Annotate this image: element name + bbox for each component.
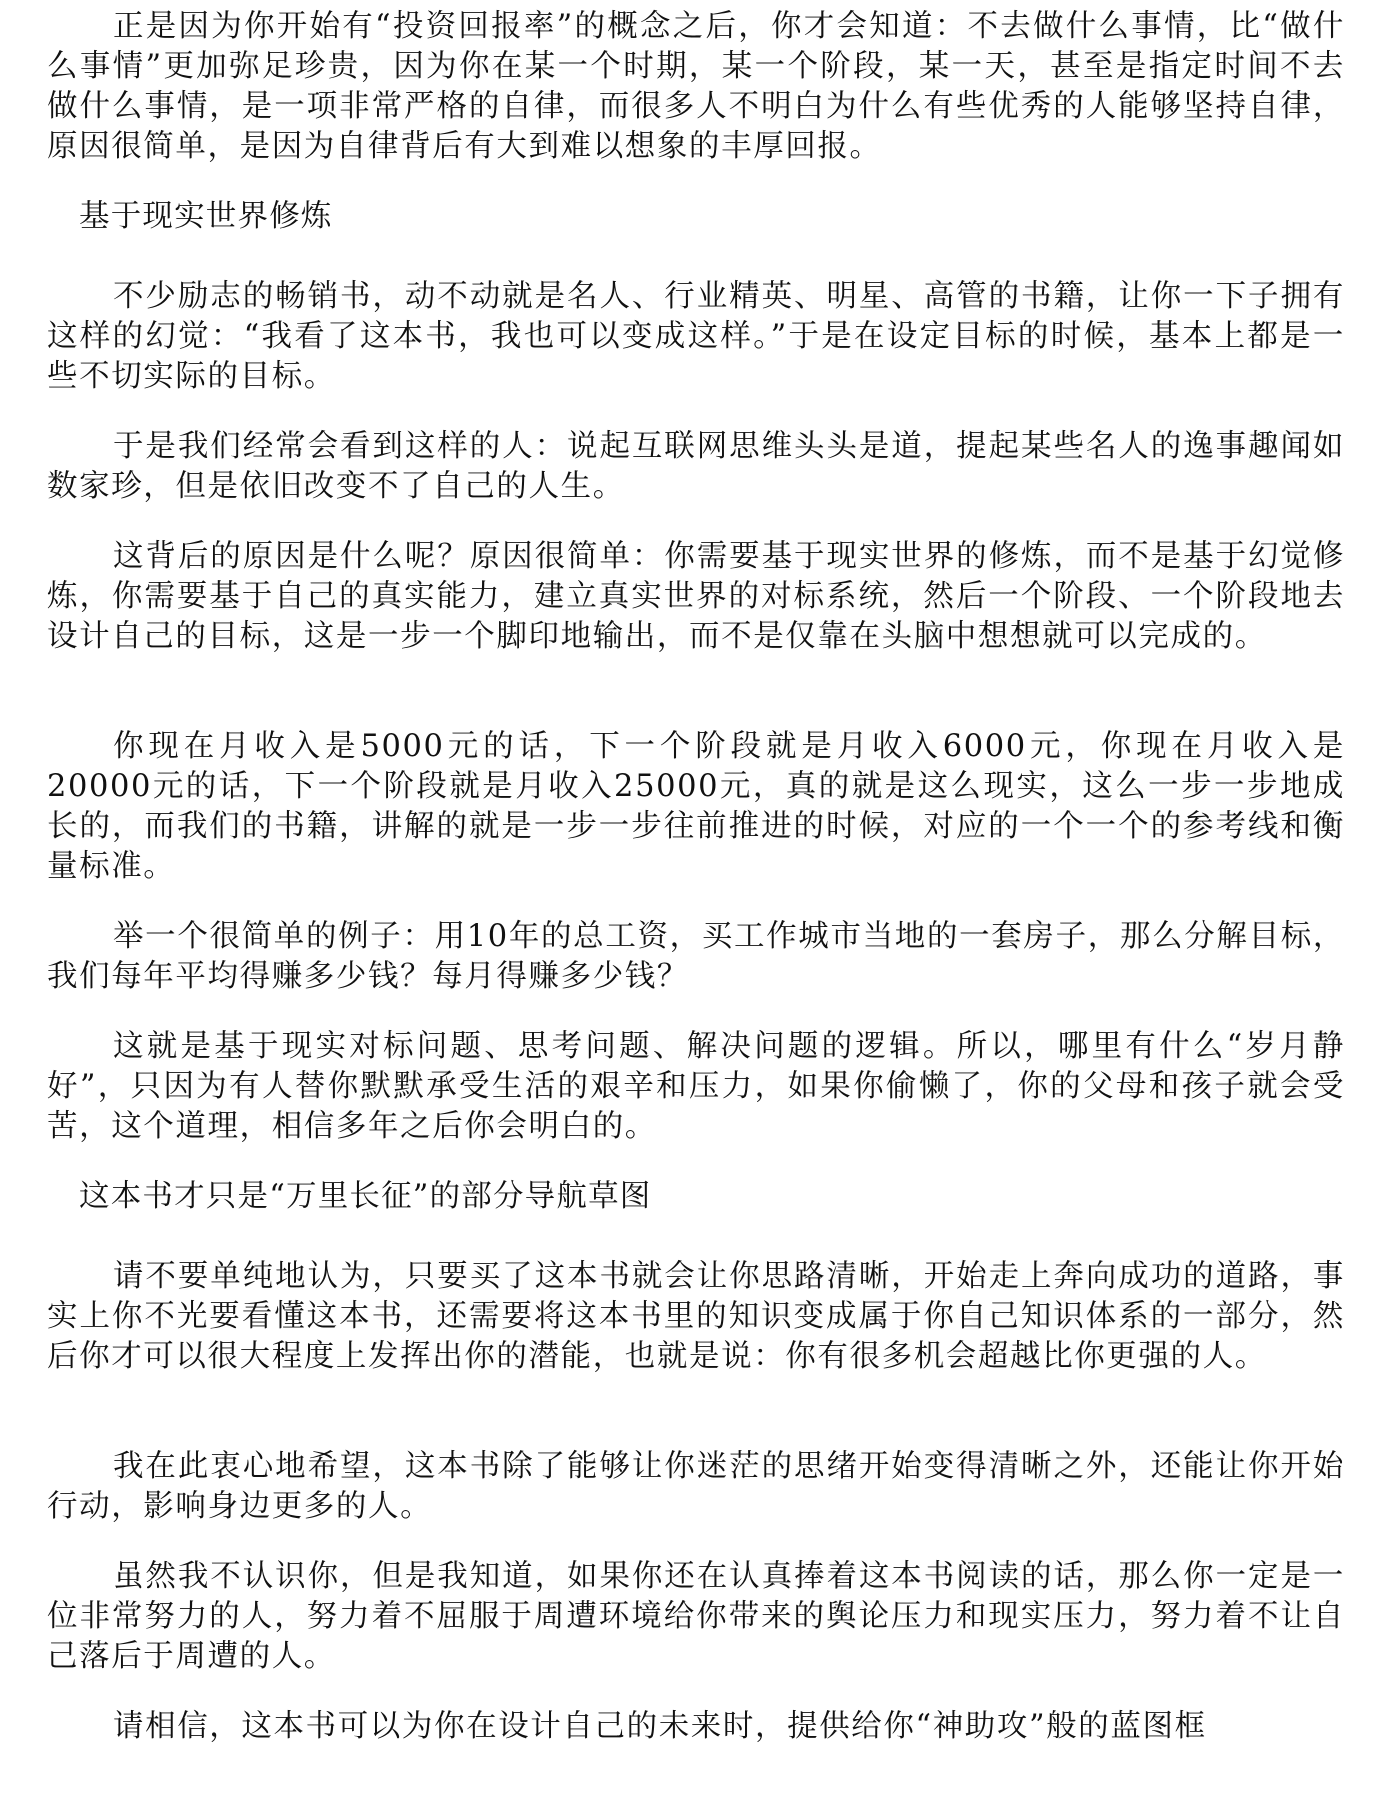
paragraph-reality-logic: 这就是基于现实对标问题、思考问题、解决问题的逻辑。所以，哪里有什么“岁月静好”，只因为有人替你默默承受生活的艰辛和压力，如果你偷懒了，你的父母和孩子就会受苦，这个道理，相信多年之后你会明白的。 (47, 1029, 1345, 1144)
paragraph-hard-working-reader: 虽然我不认识你，但是我知道，如果你还在认真捧着这本书阅读的话，那么你一定是一位非常努力的人，努力着不屈服于周遭环境给你带来的舆论压力和现实压力，努力着不让自己落后于周遭的人。 (47, 1559, 1345, 1674)
paragraph-investment-return: 正是因为你开始有“投资回报率”的概念之后，你才会知道：不去做什么事情，比“做什么事情”更加弥足珍贵，因为你在某一个时期，某一个阶段，某一天，甚至是指定时间不去做什么事情，是一项非常严格的自律，而很多人不明白为什么有些优秀的人能够坚持自律，原因很简单，是因为自律背后有大到难以想象的丰厚回报。 (47, 9, 1345, 164)
section-heading-real-world-practice: 基于现实世界修炼 (79, 199, 333, 234)
paragraph-bestseller-illusion: 不少励志的畅销书，动不动就是名人、行业精英、明星、高管的书籍，让你一下子拥有这样的幻觉：“我看了这本书，我也可以变成这样。”于是在设定目标的时候，基本上都是一些不切实际的目标。 (47, 279, 1345, 394)
paragraph-reason-behind: 这背后的原因是什么呢？原因很简单：你需要基于现实世界的修炼，而不是基于幻觉修炼，你需要基于自己的真实能力，建立真实世界的对标系统，然后一个阶段、一个阶段地去设计自己的目标，这是一步一个脚印地输出，而不是仅靠在头脑中想想就可以完成的。 (47, 539, 1345, 654)
paragraph-internet-thinking: 于是我们经常会看到这样的人：说起互联网思维头头是道，提起某些名人的逸事趣闻如数家珍，但是依旧改变不了自己的人生。 (47, 429, 1345, 504)
paragraph-sincere-hope: 我在此衷心地希望，这本书除了能够让你迷茫的思绪开始变得清晰之外，还能让你开始行动，影响身边更多的人。 (47, 1449, 1345, 1524)
paragraph-monthly-income: 你现在月收入是5000元的话，下一个阶段就是月收入6000元，你现在月收入是20000元的话，下一个阶段就是月收入25000元，真的就是这么现实，这么一步一步地成长的，而我们的书籍，讲解的就是一步一步往前推进的时候，对应的一个一个的参考线和衡量标准。 (47, 729, 1345, 884)
paragraph-please-believe: 请相信，这本书可以为你在设计自己的未来时，提供给你“神助攻”般的蓝图框 (113, 1709, 1207, 1744)
paragraph-not-just-buying: 请不要单纯地认为，只要买了这本书就会让你思路清晰，开始走上奔向成功的道路，事实上你不光要看懂这本书，还需要将这本书里的知识变成属于你自己知识体系的一部分，然后你才可以很大程度上发挥出你的潜能，也就是说：你有很多机会超越比你更强的人。 (47, 1259, 1345, 1374)
paragraph-house-example: 举一个很简单的例子：用10年的总工资，买工作城市当地的一套房子，那么分解目标，我们每年平均得赚多少钱？每月得赚多少钱？ (47, 919, 1345, 994)
section-heading-navigation-sketch: 这本书才只是“万里长征”的部分导航草图 (79, 1179, 652, 1214)
